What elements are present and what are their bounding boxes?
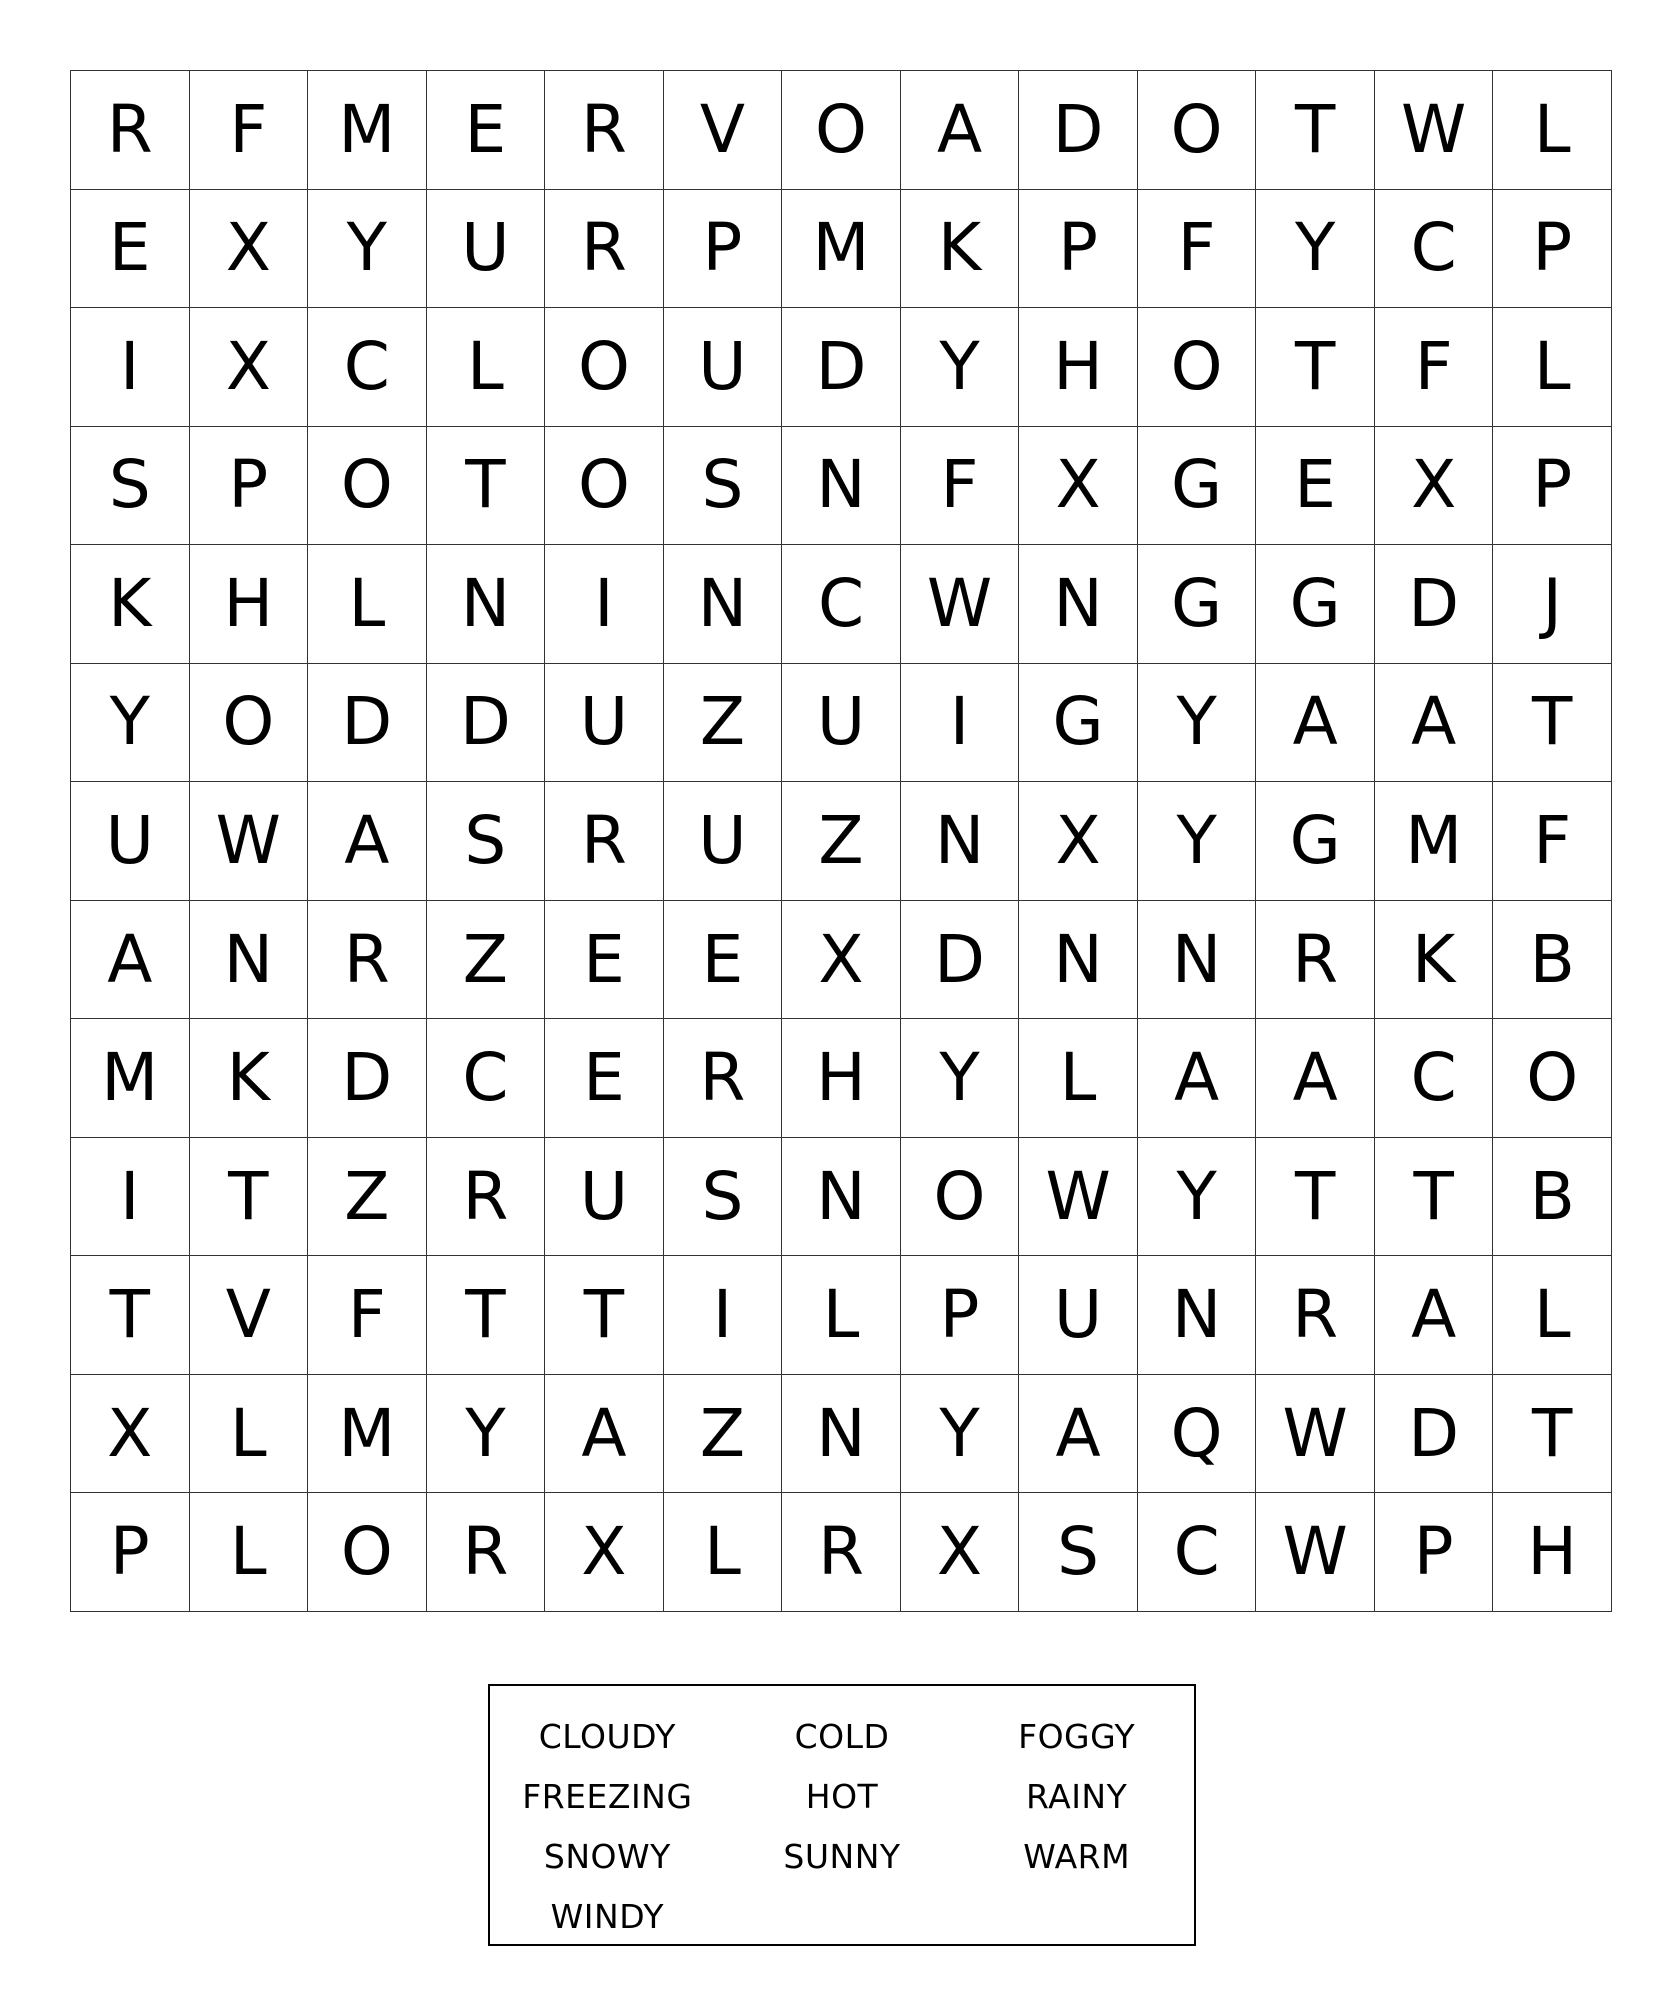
grid-cell-r10-c7[interactable]: N [782, 1138, 901, 1257]
grid-cell-r4-c3[interactable]: O [308, 427, 427, 546]
grid-cell-r1-c12[interactable]: W [1375, 71, 1494, 190]
grid-cell-r4-c4[interactable]: T [427, 427, 546, 546]
grid-cell-r9-c7[interactable]: H [782, 1019, 901, 1138]
grid-cell-r12-c7[interactable]: N [782, 1375, 901, 1494]
grid-cell-r8-c6[interactable]: E [664, 901, 783, 1020]
grid-cell-r5-c9[interactable]: N [1019, 545, 1138, 664]
grid-cell-r7-c8[interactable]: N [901, 782, 1020, 901]
grid-cell-r4-c1[interactable]: S [71, 427, 190, 546]
grid-cell-r7-c10[interactable]: Y [1138, 782, 1257, 901]
grid-cell-r11-c4[interactable]: T [427, 1256, 546, 1375]
grid-cell-r5-c5[interactable]: I [545, 545, 664, 664]
grid-cell-r10-c9[interactable]: W [1019, 1138, 1138, 1257]
grid-cell-r6-c7[interactable]: U [782, 664, 901, 783]
grid-cell-r1-c8[interactable]: A [901, 71, 1020, 190]
word-bank-item: COLD [794, 1716, 890, 1756]
grid-cell-r9-c13[interactable]: O [1493, 1019, 1612, 1138]
grid-cell-r6-c8[interactable]: I [901, 664, 1020, 783]
grid-cell-r4-c11[interactable]: E [1256, 427, 1375, 546]
grid-cell-r13-c13[interactable]: H [1493, 1493, 1612, 1612]
grid-cell-r8-c2[interactable]: N [190, 901, 309, 1020]
grid-cell-r8-c8[interactable]: D [901, 901, 1020, 1020]
grid-cell-r8-c4[interactable]: Z [427, 901, 546, 1020]
grid-cell-r5-c4[interactable]: N [427, 545, 546, 664]
grid-cell-r8-c13[interactable]: B [1493, 901, 1612, 1020]
grid-cell-r7-c5[interactable]: R [545, 782, 664, 901]
grid-cell-r5-c2[interactable]: H [190, 545, 309, 664]
grid-cell-r10-c12[interactable]: T [1375, 1138, 1494, 1257]
grid-cell-r9-c5[interactable]: E [545, 1019, 664, 1138]
grid-cell-r6-c6[interactable]: Z [664, 664, 783, 783]
grid-cell-r12-c12[interactable]: D [1375, 1375, 1494, 1494]
grid-cell-r10-c2[interactable]: T [190, 1138, 309, 1257]
grid-cell-r10-c8[interactable]: O [901, 1138, 1020, 1257]
grid-cell-r13-c1[interactable]: P [71, 1493, 190, 1612]
grid-cell-r10-c4[interactable]: R [427, 1138, 546, 1257]
grid-cell-r2-c13[interactable]: P [1493, 190, 1612, 309]
grid-cell-r3-c1[interactable]: I [71, 308, 190, 427]
word-bank-item: WINDY [550, 1896, 664, 1936]
grid-cell-r12-c2[interactable]: L [190, 1375, 309, 1494]
grid-cell-r5-c10[interactable]: G [1138, 545, 1257, 664]
grid-cell-r9-c3[interactable]: D [308, 1019, 427, 1138]
grid-cell-r13-c2[interactable]: L [190, 1493, 309, 1612]
grid-cell-r13-c8[interactable]: X [901, 1493, 1020, 1612]
grid-cell-r6-c9[interactable]: G [1019, 664, 1138, 783]
grid-cell-r13-c11[interactable]: W [1256, 1493, 1375, 1612]
grid-cell-r7-c6[interactable]: U [664, 782, 783, 901]
grid-cell-r3-c7[interactable]: D [782, 308, 901, 427]
word-bank [488, 1684, 1196, 1946]
grid-cell-r8-c9[interactable]: N [1019, 901, 1138, 1020]
grid-cell-r12-c11[interactable]: W [1256, 1375, 1375, 1494]
grid-cell-r12-c5[interactable]: A [545, 1375, 664, 1494]
grid-cell-r1-c7[interactable]: O [782, 71, 901, 190]
grid-cell-r6-c11[interactable]: A [1256, 664, 1375, 783]
grid-cell-r12-c13[interactable]: T [1493, 1375, 1612, 1494]
grid-cell-r7-c2[interactable]: W [190, 782, 309, 901]
grid-cell-r3-c10[interactable]: O [1138, 308, 1257, 427]
grid-cell-r2-c1[interactable]: E [71, 190, 190, 309]
grid-cell-r2-c4[interactable]: U [427, 190, 546, 309]
grid-cell-r11-c3[interactable]: F [308, 1256, 427, 1375]
grid-cell-r9-c12[interactable]: C [1375, 1019, 1494, 1138]
grid-cell-r1-c5[interactable]: R [545, 71, 664, 190]
grid-cell-r9-c1[interactable]: M [71, 1019, 190, 1138]
grid-cell-r3-c12[interactable]: F [1375, 308, 1494, 427]
grid-cell-r10-c3[interactable]: Z [308, 1138, 427, 1257]
grid-cell-r13-c3[interactable]: O [308, 1493, 427, 1612]
grid-cell-r12-c9[interactable]: A [1019, 1375, 1138, 1494]
grid-cell-r11-c1[interactable]: T [71, 1256, 190, 1375]
grid-cell-r5-c6[interactable]: N [664, 545, 783, 664]
grid-cell-r2-c6[interactable]: P [664, 190, 783, 309]
grid-cell-r1-c11[interactable]: T [1256, 71, 1375, 190]
grid-cell-r13-c4[interactable]: R [427, 1493, 546, 1612]
grid-cell-r10-c13[interactable]: B [1493, 1138, 1612, 1257]
grid-cell-r7-c3[interactable]: A [308, 782, 427, 901]
grid-cell-r8-c5[interactable]: E [545, 901, 664, 1020]
grid-cell-r3-c2[interactable]: X [190, 308, 309, 427]
grid-cell-r8-c1[interactable]: A [71, 901, 190, 1020]
grid-cell-r2-c9[interactable]: P [1019, 190, 1138, 309]
grid-cell-r12-c10[interactable]: Q [1138, 1375, 1257, 1494]
grid-cell-r13-c5[interactable]: X [545, 1493, 664, 1612]
grid-cell-r8-c11[interactable]: R [1256, 901, 1375, 1020]
grid-cell-r9-c11[interactable]: A [1256, 1019, 1375, 1138]
grid-cell-r3-c13[interactable]: L [1493, 308, 1612, 427]
word-bank-item: SNOWY [543, 1836, 671, 1876]
grid-cell-r12-c4[interactable]: Y [427, 1375, 546, 1494]
grid-cell-r2-c12[interactable]: C [1375, 190, 1494, 309]
grid-cell-r10-c10[interactable]: Y [1138, 1138, 1257, 1257]
grid-cell-r4-c5[interactable]: O [545, 427, 664, 546]
word-bank-item: WARM [1023, 1836, 1131, 1876]
grid-cell-r11-c11[interactable]: R [1256, 1256, 1375, 1375]
grid-cell-r2-c7[interactable]: M [782, 190, 901, 309]
grid-cell-r1-c6[interactable]: V [664, 71, 783, 190]
grid-cell-r7-c7[interactable]: Z [782, 782, 901, 901]
grid-cell-r1-c3[interactable]: M [308, 71, 427, 190]
grid-cell-r5-c7[interactable]: C [782, 545, 901, 664]
grid-cell-r11-c2[interactable]: V [190, 1256, 309, 1375]
grid-cell-r10-c5[interactable]: U [545, 1138, 664, 1257]
grid-cell-r5-c3[interactable]: L [308, 545, 427, 664]
grid-cell-r1-c2[interactable]: F [190, 71, 309, 190]
word-bank-item: SUNNY [783, 1836, 901, 1876]
grid-cell-r12-c8[interactable]: Y [901, 1375, 1020, 1494]
grid-cell-r11-c12[interactable]: A [1375, 1256, 1494, 1375]
grid-cell-r3-c11[interactable]: T [1256, 308, 1375, 427]
grid-cell-r6-c4[interactable]: D [427, 664, 546, 783]
grid-cell-r8-c10[interactable]: N [1138, 901, 1257, 1020]
word-bank-item: HOT [805, 1776, 879, 1816]
grid-cell-r1-c9[interactable]: D [1019, 71, 1138, 190]
grid-cell-r11-c5[interactable]: T [545, 1256, 664, 1375]
grid-cell-r9-c2[interactable]: K [190, 1019, 309, 1138]
grid-cell-r3-c6[interactable]: U [664, 308, 783, 427]
grid-cell-r4-c13[interactable]: P [1493, 427, 1612, 546]
grid-cell-r7-c4[interactable]: S [427, 782, 546, 901]
grid-cell-r7-c1[interactable]: U [71, 782, 190, 901]
grid-cell-r6-c10[interactable]: Y [1138, 664, 1257, 783]
grid-cell-r11-c6[interactable]: I [664, 1256, 783, 1375]
grid-cell-r11-c9[interactable]: U [1019, 1256, 1138, 1375]
grid-cell-r9-c4[interactable]: C [427, 1019, 546, 1138]
grid-cell-r8-c7[interactable]: X [782, 901, 901, 1020]
grid-cell-r4-c6[interactable]: S [664, 427, 783, 546]
grid-cell-r12-c1[interactable]: X [71, 1375, 190, 1494]
grid-cell-r3-c4[interactable]: L [427, 308, 546, 427]
word-bank-item: FOGGY [1018, 1716, 1136, 1756]
grid-cell-r3-c8[interactable]: Y [901, 308, 1020, 427]
grid-cell-r11-c7[interactable]: L [782, 1256, 901, 1375]
grid-cell-r1-c13[interactable]: L [1493, 71, 1612, 190]
word-bank-item: FREEZING [522, 1776, 693, 1816]
grid-cell-r6-c12[interactable]: A [1375, 664, 1494, 783]
grid-cell-r6-c2[interactable]: O [190, 664, 309, 783]
grid-cell-r4-c2[interactable]: P [190, 427, 309, 546]
grid-cell-r4-c7[interactable]: N [782, 427, 901, 546]
grid-cell-r9-c8[interactable]: Y [901, 1019, 1020, 1138]
grid-cell-r1-c1[interactable]: R [71, 71, 190, 190]
grid-cell-r13-c9[interactable]: S [1019, 1493, 1138, 1612]
grid-cell-r1-c10[interactable]: O [1138, 71, 1257, 190]
grid-cell-r7-c12[interactable]: M [1375, 782, 1494, 901]
grid-cell-r11-c13[interactable]: L [1493, 1256, 1612, 1375]
grid-cell-r1-c4[interactable]: E [427, 71, 546, 190]
grid-cell-r4-c12[interactable]: X [1375, 427, 1494, 546]
grid-cell-r6-c5[interactable]: U [545, 664, 664, 783]
grid-cell-r13-c6[interactable]: L [664, 1493, 783, 1612]
grid-cell-r2-c11[interactable]: Y [1256, 190, 1375, 309]
grid-cell-r7-c13[interactable]: F [1493, 782, 1612, 901]
grid-cell-r8-c3[interactable]: R [308, 901, 427, 1020]
word-bank-item: CLOUDY [538, 1716, 676, 1756]
grid-cell-r3-c5[interactable]: O [545, 308, 664, 427]
grid-cell-r7-c11[interactable]: G [1256, 782, 1375, 901]
grid-cell-r12-c6[interactable]: Z [664, 1375, 783, 1494]
letter-grid [70, 70, 1612, 1612]
grid-cell-r5-c8[interactable]: W [901, 545, 1020, 664]
grid-cell-r4-c8[interactable]: F [901, 427, 1020, 546]
grid-cell-r6-c3[interactable]: D [308, 664, 427, 783]
word-bank-item: RAINY [1026, 1776, 1128, 1816]
grid-cell-r9-c10[interactable]: A [1138, 1019, 1257, 1138]
grid-cell-r13-c7[interactable]: R [782, 1493, 901, 1612]
grid-cell-r10-c6[interactable]: S [664, 1138, 783, 1257]
grid-cell-r6-c1[interactable]: Y [71, 664, 190, 783]
grid-cell-r5-c11[interactable]: G [1256, 545, 1375, 664]
grid-cell-r2-c2[interactable]: X [190, 190, 309, 309]
grid-cell-r12-c3[interactable]: M [308, 1375, 427, 1494]
grid-cell-r6-c13[interactable]: T [1493, 664, 1612, 783]
grid-cell-r2-c10[interactable]: F [1138, 190, 1257, 309]
grid-cell-r11-c8[interactable]: P [901, 1256, 1020, 1375]
grid-cell-r8-c12[interactable]: K [1375, 901, 1494, 1020]
grid-cell-r10-c1[interactable]: I [71, 1138, 190, 1257]
grid-cell-r5-c12[interactable]: D [1375, 545, 1494, 664]
grid-cell-r2-c3[interactable]: Y [308, 190, 427, 309]
grid-cell-r13-c10[interactable]: C [1138, 1493, 1257, 1612]
grid-cell-r4-c10[interactable]: G [1138, 427, 1257, 546]
grid-cell-r3-c9[interactable]: H [1019, 308, 1138, 427]
grid-cell-r3-c3[interactable]: C [308, 308, 427, 427]
grid-cell-r5-c13[interactable]: J [1493, 545, 1612, 664]
grid-cell-r7-c9[interactable]: X [1019, 782, 1138, 901]
grid-cell-r4-c9[interactable]: X [1019, 427, 1138, 546]
grid-cell-r2-c8[interactable]: K [901, 190, 1020, 309]
grid-cell-r2-c5[interactable]: R [545, 190, 664, 309]
grid-cell-r11-c10[interactable]: N [1138, 1256, 1257, 1375]
grid-cell-r9-c6[interactable]: R [664, 1019, 783, 1138]
grid-cell-r9-c9[interactable]: L [1019, 1019, 1138, 1138]
grid-cell-r10-c11[interactable]: T [1256, 1138, 1375, 1257]
grid-cell-r5-c1[interactable]: K [71, 545, 190, 664]
grid-cell-r13-c12[interactable]: P [1375, 1493, 1494, 1612]
